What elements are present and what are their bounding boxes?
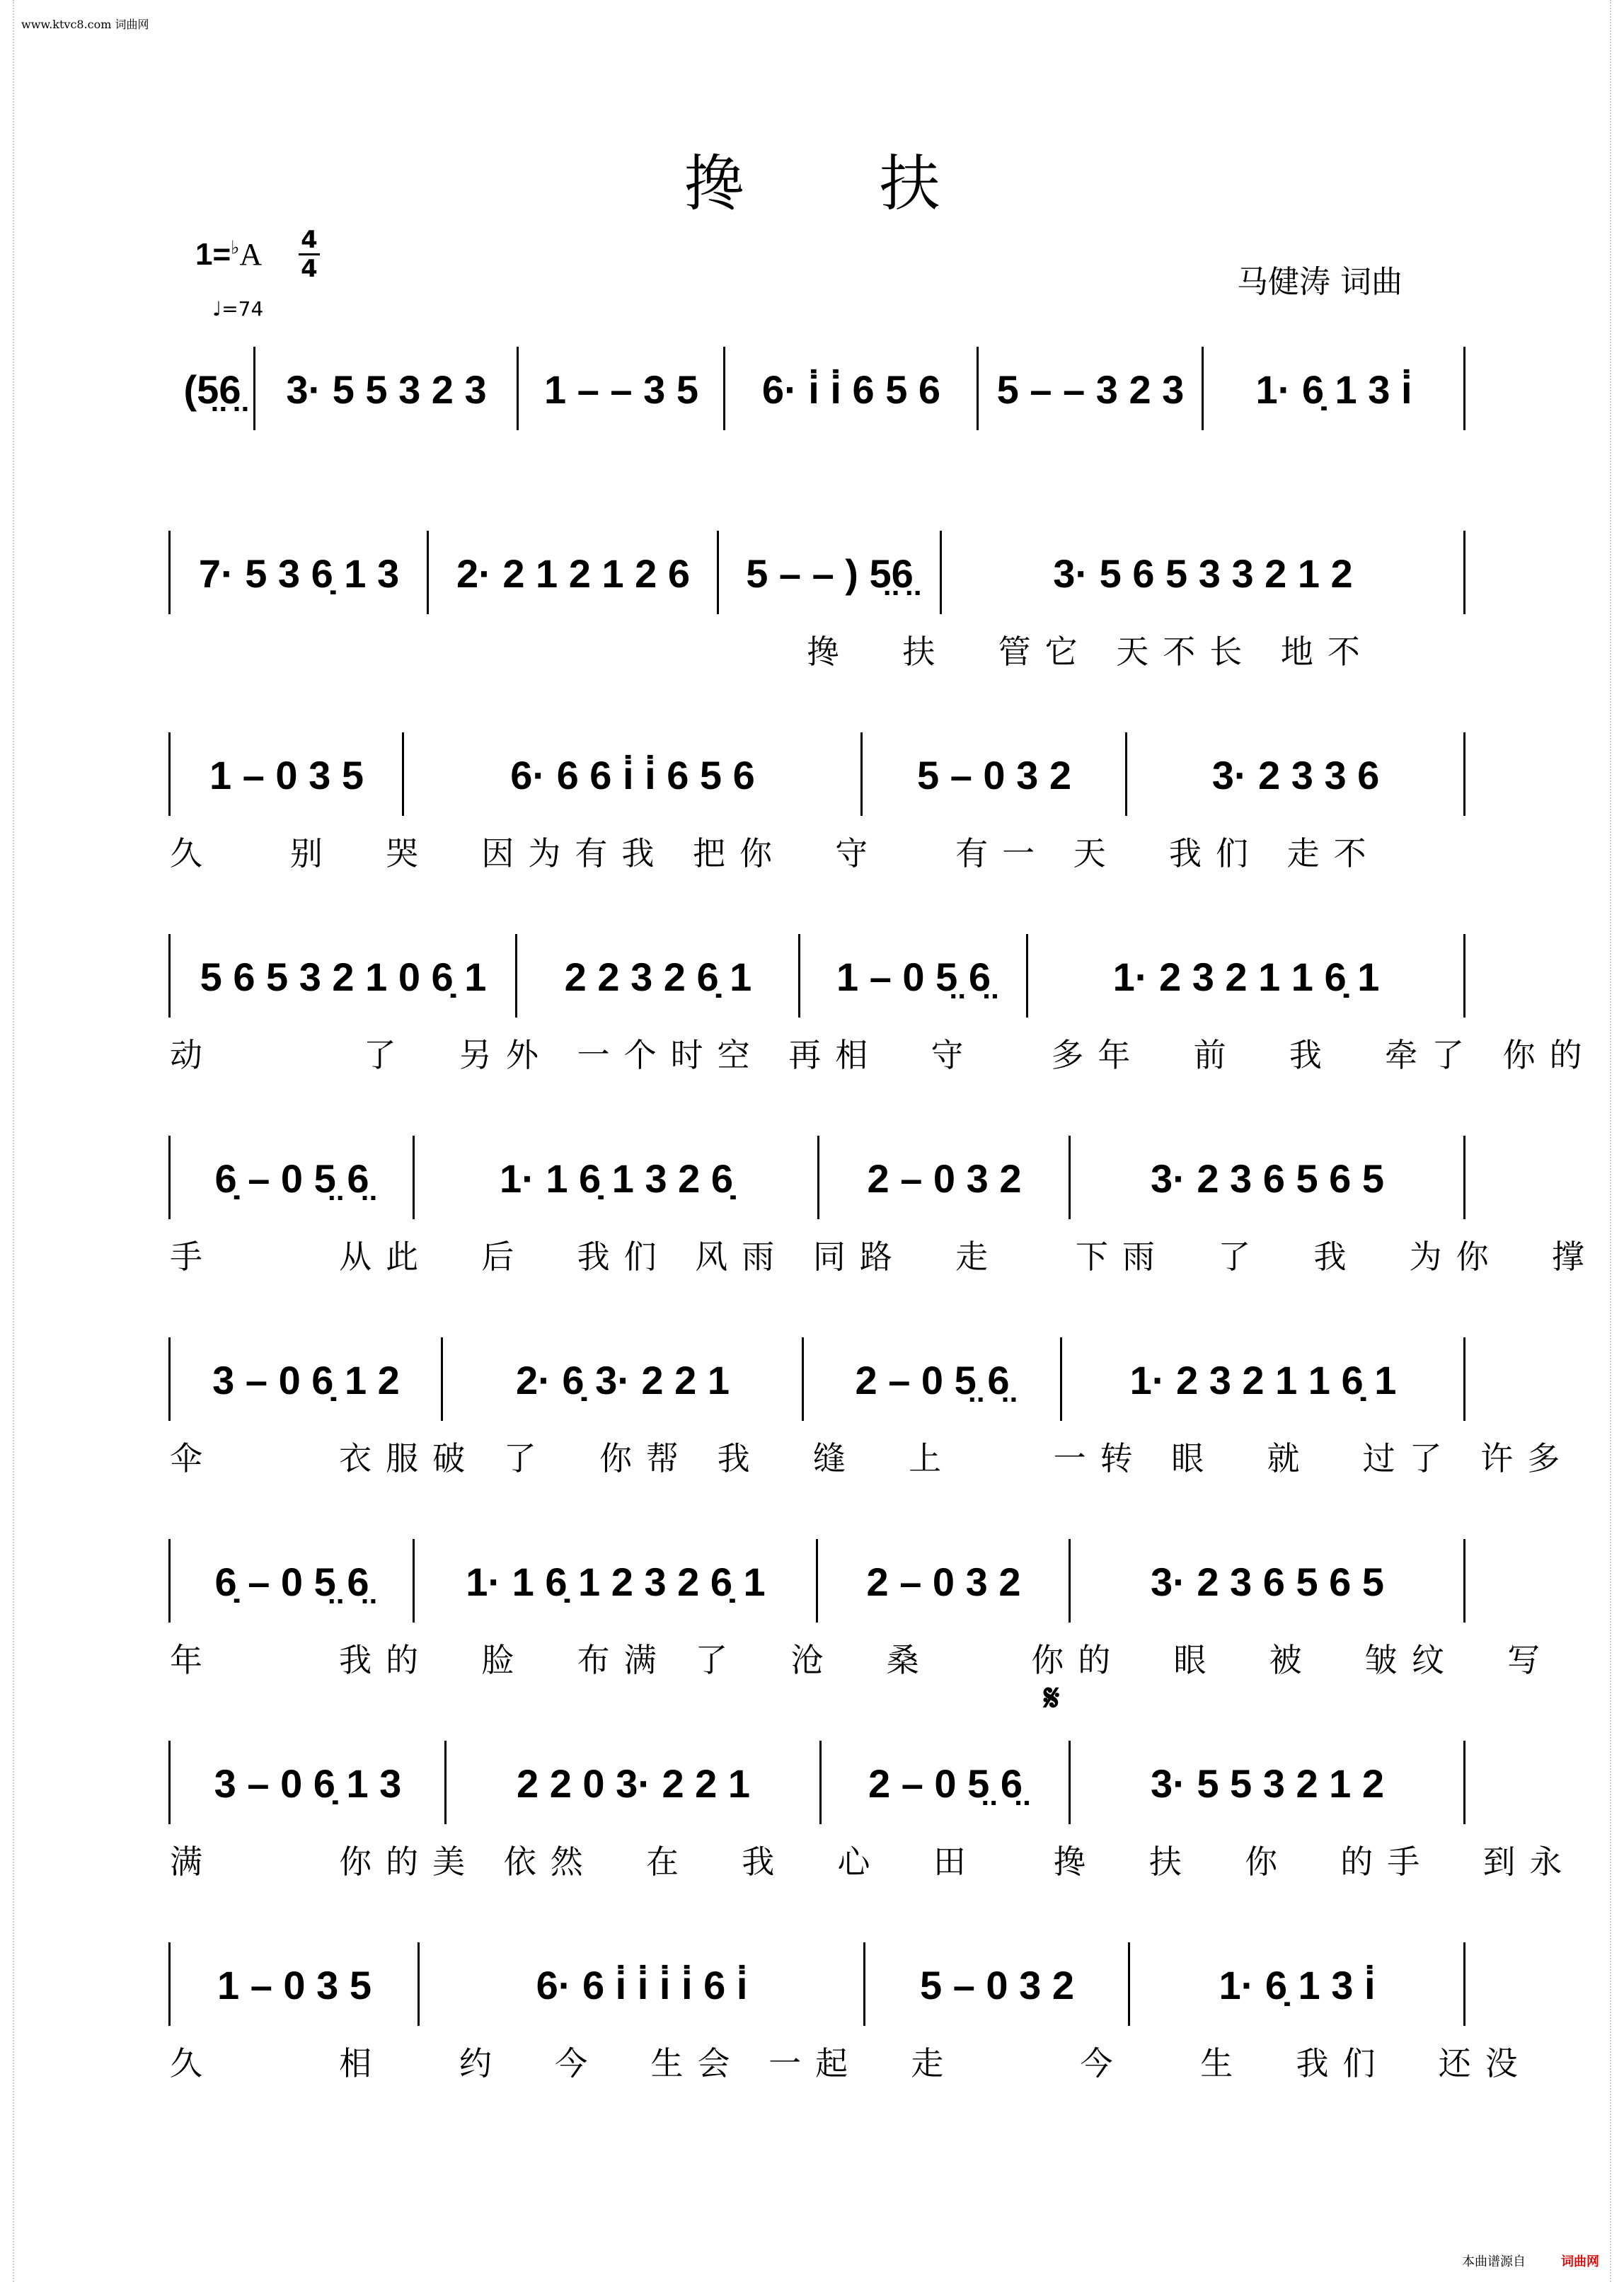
footer-source: 本曲谱源自 — [1462, 2254, 1526, 2269]
lyrics-line: 手 从此 后 我们 风雨 同路 走 下雨 了 我 为你 撑 — [170, 1238, 1599, 1276]
barline — [817, 1136, 819, 1219]
staff-line — [170, 1344, 1465, 1415]
lyrics-line: 年 我的 脸 布满 了 沧 桑 你的 眼 被 皱纹 写 — [170, 1641, 1555, 1679]
barline — [168, 732, 171, 816]
staff-line — [170, 1949, 1465, 2020]
lyrics-line: 搀 扶 管它 天不长 地不 — [170, 633, 1374, 671]
measure: 2 2 0 3· 2 2 1 — [516, 1761, 750, 1806]
measure: 2· 6̣ 3· 2 2 1 — [516, 1357, 730, 1402]
barline — [1128, 1942, 1130, 2026]
measure: 5 6 5 3 2 1 0 6̣ 1 — [200, 954, 487, 999]
lyrics-line: 久 相 约 今 生会 一起 走 今 生 我们 还没 — [170, 2044, 1532, 2082]
lyrics-line: 伞 衣服破 了 你帮 我 缝 上 一转 眼 就 过了 许多 — [170, 1439, 1574, 1477]
left-margin-border — [13, 0, 34, 2282]
score-system — [170, 1344, 1574, 1477]
barline — [413, 1136, 415, 1219]
barline — [798, 934, 800, 1018]
measure: 1· 2 3 2 1 1 6̣ 1 — [1129, 1357, 1397, 1402]
barline — [402, 732, 404, 816]
barline-end — [1463, 934, 1465, 1018]
barline — [819, 1741, 822, 1824]
score-system — [170, 538, 1465, 671]
time-signature — [299, 228, 320, 281]
time-top: 4 — [301, 226, 318, 254]
measure: 1· 1 6̣ 1 3 2 6̣ — [499, 1156, 733, 1201]
barline — [860, 732, 863, 816]
tempo-mark: ♩=74 — [212, 297, 264, 321]
measure: 2· 2 1 2 1 2 6 — [456, 551, 690, 596]
barline-end — [1463, 347, 1465, 430]
measure: 1· 6̣ 1 3 i̇ — [1255, 367, 1412, 412]
score-system — [170, 1748, 1577, 1881]
measure: 5 – 0 3 2 — [917, 752, 1071, 797]
barline-end — [1463, 1539, 1465, 1623]
barline — [816, 1539, 818, 1623]
measure: 7· 5 3 6̣ 1 3 — [198, 551, 400, 596]
barline — [168, 1337, 171, 1421]
measure: (5̤6̤ — [183, 367, 241, 412]
staff-line — [170, 354, 1465, 425]
barline — [802, 1337, 804, 1421]
footer-brand: 词曲网 — [1561, 2254, 1599, 2269]
score-system — [170, 1143, 1599, 1276]
barline — [717, 531, 719, 614]
lyrics-line: 动 了 另外 一个时空 再相 守 多年 前 我 牵了 你的 — [170, 1036, 1596, 1074]
barline — [863, 1942, 865, 2026]
measure: 3· 2 3 6 5 6 5 — [1150, 1559, 1384, 1604]
measure: 1 – – 3 5 — [544, 367, 698, 412]
score-system — [170, 1949, 1532, 2082]
measure: 2 2 3 2 6̣ 1 — [564, 954, 752, 999]
measure: 3· 5 5 3 2 3 — [286, 367, 487, 412]
score-system — [170, 1546, 1555, 1679]
measure: 3 – 0 6̣ 1 3 — [214, 1761, 402, 1806]
measure: 6· 6 6 i̇ i̇ 6 5 6 — [510, 752, 755, 797]
measure: 1 – 0 3 5 — [209, 752, 364, 797]
barline — [444, 1741, 447, 1824]
measure: 3· 2 3 3 6 — [1211, 752, 1380, 797]
barline — [940, 531, 942, 614]
site-watermark: www.ktvc8.com 词曲网 — [21, 18, 149, 31]
segno-sign: 𝄋 — [1044, 1677, 1060, 1719]
measure: 2 – 0 3 2 — [866, 1559, 1021, 1604]
staff-line — [170, 1546, 1465, 1617]
barline — [168, 531, 171, 614]
key-accidental: ♭ — [231, 236, 240, 258]
measure: 6· 6 i̇ i̇ i̇ i̇ 6 i̇ — [536, 1962, 748, 2007]
score-system — [170, 354, 1465, 453]
barline — [1125, 732, 1127, 816]
barline — [413, 1539, 415, 1623]
score-system — [170, 739, 1465, 872]
time-bottom: 4 — [301, 255, 318, 283]
barline — [1069, 1741, 1071, 1824]
barline — [1202, 347, 1204, 430]
barline — [1026, 934, 1028, 1018]
score-system — [170, 941, 1596, 1074]
measure: 1 – 0 5̤ 6̤ — [836, 954, 991, 999]
staff-line — [170, 739, 1465, 810]
right-margin-border — [1590, 0, 1611, 2282]
barline — [515, 934, 517, 1018]
barline — [1060, 1337, 1062, 1421]
barline — [441, 1337, 443, 1421]
barline — [168, 1539, 171, 1623]
measure: 5 – 0 3 2 — [920, 1962, 1074, 2007]
barline — [168, 934, 171, 1018]
measure: 1· 6̣ 1 3 i̇ — [1219, 1962, 1376, 2007]
barline-end — [1463, 531, 1465, 614]
measure: 3 – 0 6̣ 1 2 — [212, 1357, 400, 1402]
barline — [168, 1942, 171, 2026]
staff-line — [170, 941, 1465, 1012]
barline-end — [1463, 1136, 1465, 1219]
staff-line — [170, 538, 1465, 609]
staff-line — [170, 1748, 1465, 1819]
composer-credit: 马健涛 词曲 — [1237, 264, 1403, 300]
barline — [1069, 1539, 1071, 1623]
barline-end — [1463, 1337, 1465, 1421]
measure: 6̣ – 0 5̤ 6̤ — [214, 1156, 369, 1201]
measure: 3· 2 3 6 5 6 5 — [1150, 1156, 1384, 1201]
measure: 6· i̇ i̇ 6 5 6 — [761, 367, 941, 412]
measure: 1 – 0 3 5 — [217, 1962, 372, 2007]
barline-end — [1463, 1741, 1465, 1824]
barline-end — [1463, 1942, 1465, 2026]
measure: 2 – 0 5̤ 6̤ — [855, 1357, 1010, 1402]
lyrics-line: 满 你的美 依然 在 我 心 田 搀 扶 你 的手 到永 — [170, 1843, 1577, 1881]
barline-end — [1463, 732, 1465, 816]
barline — [517, 347, 519, 430]
barline — [168, 1136, 171, 1219]
key-note: A — [239, 237, 263, 272]
measure: 6̣ – 0 5̤ 6̤ — [214, 1559, 369, 1604]
measure: 3· 5 5 3 2 1 2 — [1150, 1761, 1384, 1806]
barline — [168, 1741, 171, 1824]
measure: 5 – – 3 2 3 — [996, 367, 1185, 412]
measure: 1· 2 3 2 1 1 6̣ 1 — [1112, 954, 1380, 999]
barline — [1069, 1136, 1071, 1219]
key-prefix: 1= — [195, 237, 231, 272]
staff-line — [170, 1143, 1465, 1214]
measure: 2 – 0 5̤ 6̤ — [868, 1761, 1023, 1806]
barline — [723, 347, 725, 430]
barline — [427, 531, 429, 614]
barline — [253, 347, 255, 430]
measure: 3· 5 6 5 3 3 2 1 2 — [1053, 551, 1353, 596]
measure: 1· 1 6̣ 1 2 3 2 6̣ 1 — [466, 1559, 766, 1604]
measure: 2 – 0 3 2 — [867, 1156, 1022, 1201]
barline — [977, 347, 979, 430]
barline — [417, 1942, 420, 2026]
measure: 5 – – ) 5̤6̤ — [746, 551, 914, 596]
lyrics-line: 久 别 哭 因为有我 把你 守 有一 天 我们 走不 — [170, 834, 1381, 872]
song-title: 搀扶 — [684, 149, 1075, 219]
key-signature — [195, 236, 262, 272]
